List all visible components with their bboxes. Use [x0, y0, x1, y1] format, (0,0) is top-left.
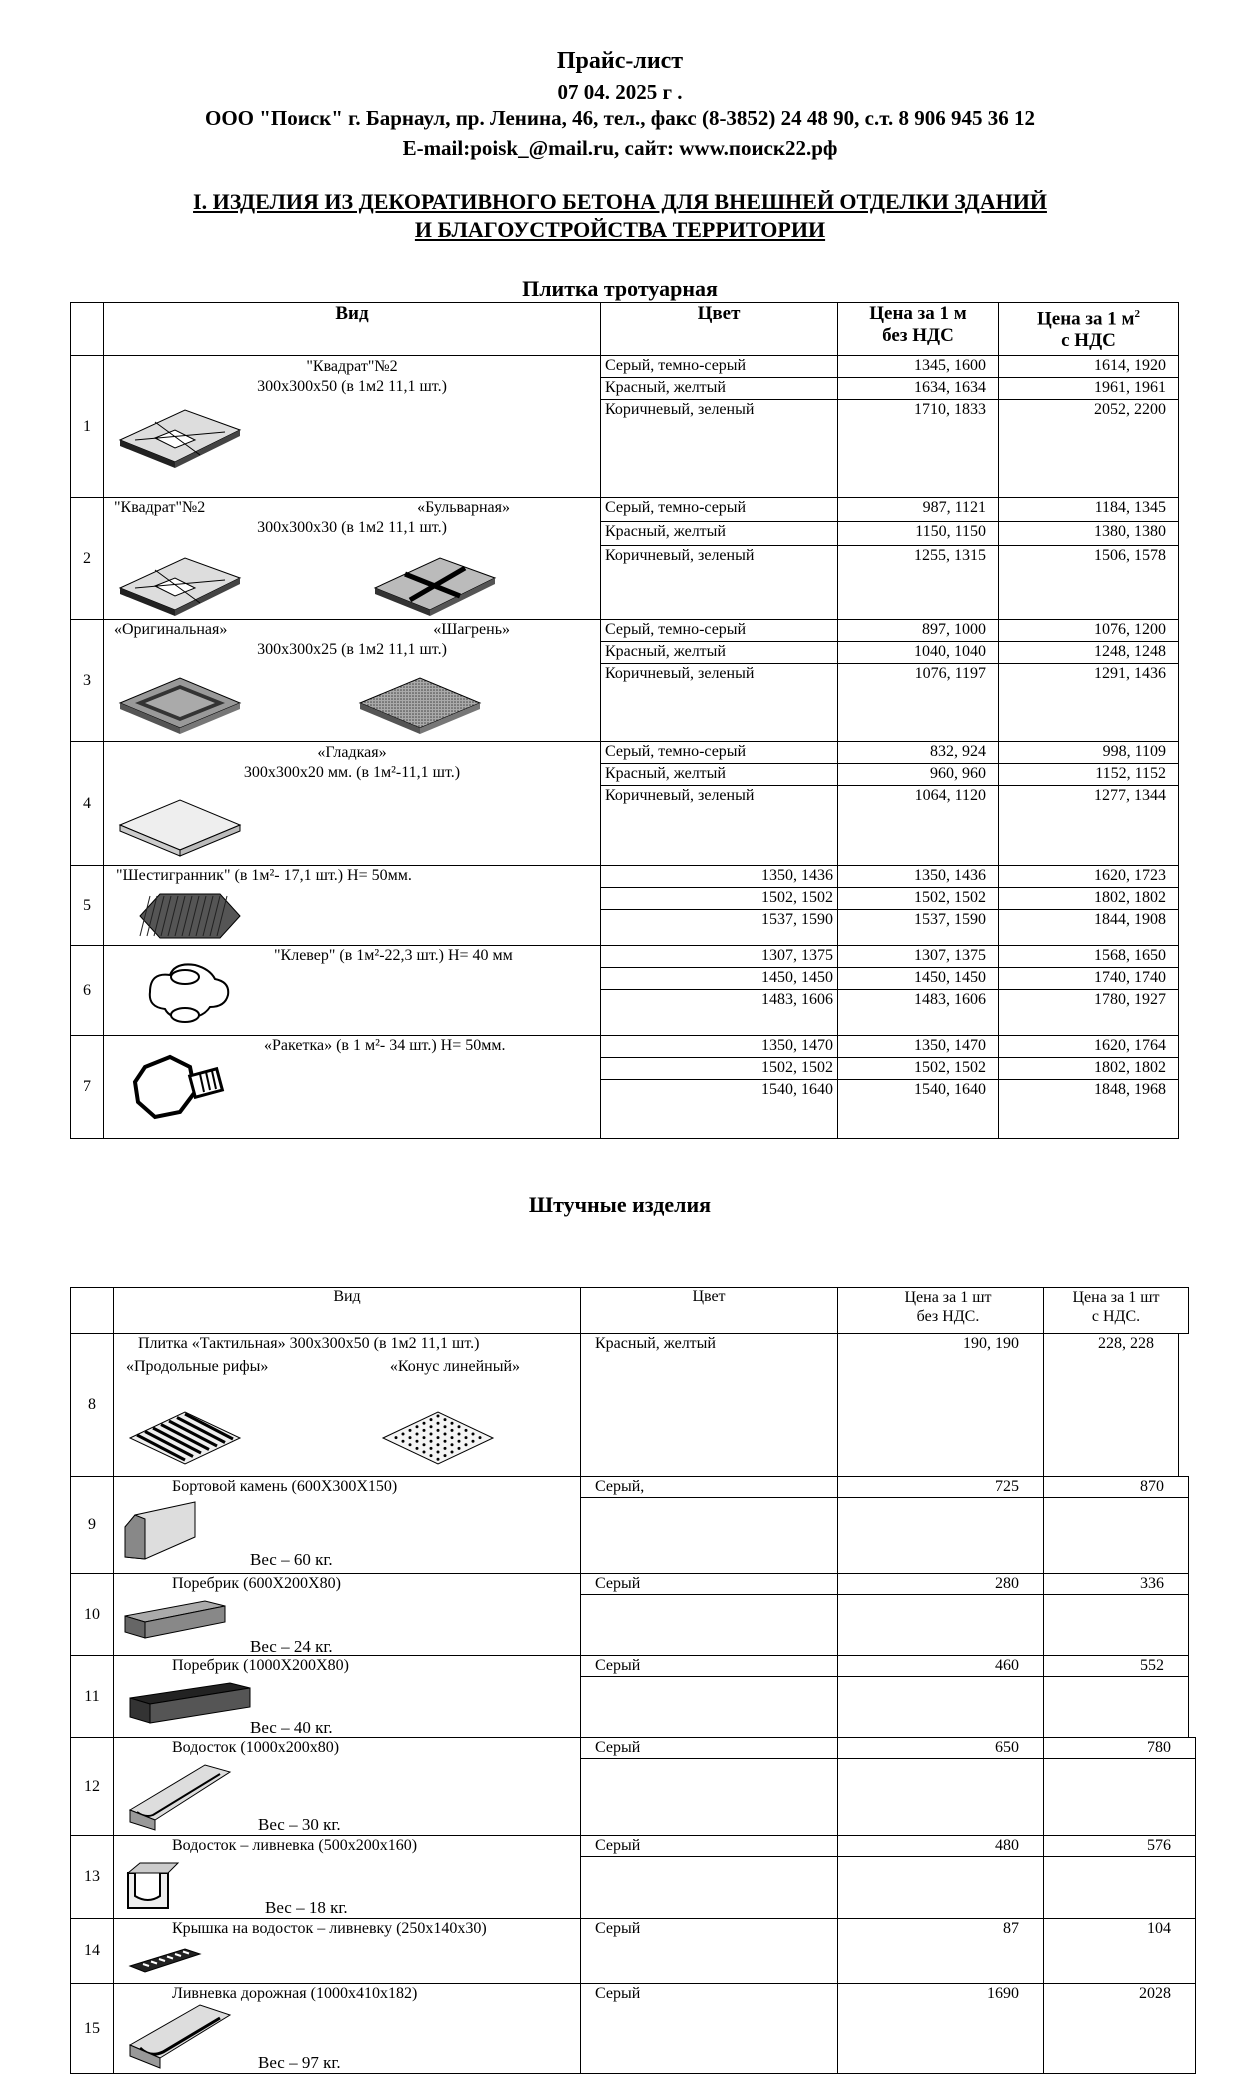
- header-kind: Вид: [104, 303, 601, 356]
- price-cell: 1350, 1436: [837, 865, 999, 888]
- product-picture: [125, 1400, 245, 1475]
- price-cell: 1710, 1833: [837, 399, 999, 498]
- price-cell: 650: [837, 1737, 1044, 1759]
- color-cell: 1450, 1450: [600, 967, 838, 990]
- price-cell: 460: [837, 1655, 1044, 1677]
- product-picture: [120, 1497, 200, 1572]
- price-vat-cell: 1620, 1723: [998, 865, 1179, 888]
- color-cell: Серый: [580, 1918, 838, 1984]
- price-cell: 1502, 1502: [837, 887, 999, 910]
- price-vat-cell: 1380, 1380: [998, 521, 1179, 546]
- price-cell: 1040, 1040: [837, 641, 999, 664]
- price-cell: 1064, 1120: [837, 785, 999, 866]
- tile-size: 300х300х25 (в 1м2 11,1 шт.): [257, 641, 447, 658]
- color-cell: Коричневый, зеленый: [600, 663, 838, 742]
- piece-goods-title: Штучные изделия: [528, 1192, 712, 1217]
- tile-name: "Квадрат"№2: [114, 499, 206, 516]
- tile-name: «Ракетка» (в 1 м²- 34 шт.) Н= 50мм.: [264, 1037, 506, 1054]
- price-vat-cell: 552: [1043, 1655, 1189, 1677]
- tile-picture: [115, 548, 245, 623]
- row-number: 5: [83, 896, 91, 914]
- price-cell: 1540, 1640: [837, 1079, 999, 1139]
- color-cell: Серый: [580, 1983, 838, 2074]
- product-weight: Вес – 30 кг.: [258, 1815, 341, 1834]
- color-cell: Серый: [580, 1573, 838, 1595]
- price-vat-cell: 1961, 1961: [998, 377, 1179, 400]
- row-number: 6: [83, 981, 91, 999]
- color-cell: Серый, темно-серый: [600, 619, 838, 642]
- product-picture: [120, 1596, 230, 1646]
- color-cell: Коричневый, зеленый: [600, 399, 838, 498]
- price-cell: 1690: [837, 1983, 1044, 2074]
- tile-name-alt: «Бульварная»: [417, 499, 510, 516]
- color-cell: 1350, 1436: [600, 865, 838, 888]
- color-cell: Коричневый, зеленый: [600, 785, 838, 866]
- variant-name: «Продольные рифы»: [126, 1358, 269, 1375]
- price-cell: 832, 924: [837, 741, 999, 764]
- product-name: Крышка на водосток – ливневку (250х140х30): [172, 1920, 487, 1937]
- price-cell: 480: [837, 1835, 1044, 1857]
- price-cell: 960, 960: [837, 763, 999, 786]
- product-weight: Вес – 60 кг.: [250, 1550, 333, 1569]
- price-cell: 1076, 1197: [837, 663, 999, 742]
- price-vat-cell: 1291, 1436: [998, 663, 1179, 742]
- row-number: 2: [83, 549, 91, 567]
- row-number: 4: [83, 794, 91, 812]
- price-cell: 1307, 1375: [837, 945, 999, 968]
- company-info: ООО "Поиск" г. Барнаул, пр. Ленина, 46, тел., факс (8-3852) 24 48 90, с.т. 8 906 945 36 12: [205, 106, 1035, 130]
- color-cell: 1350, 1470: [600, 1035, 838, 1058]
- header-color: Цвет: [601, 303, 838, 356]
- row-number: 1: [83, 417, 91, 435]
- color-cell: Красный, желтый: [600, 521, 838, 546]
- header-price-vat: Цена за 1 шт с НДС.: [1043, 1287, 1189, 1334]
- color-cell: Серый: [580, 1835, 838, 1857]
- product-weight: Вес – 24 кг.: [250, 1637, 333, 1656]
- color-cell: Красный, желтый: [600, 377, 838, 400]
- header-number: [70, 1287, 114, 1334]
- header-price-vat: Цена за 1 $м^2$ с НДС: [999, 303, 1179, 356]
- tile-picture: [135, 888, 245, 948]
- price-vat-cell: 1277, 1344: [998, 785, 1179, 866]
- color-cell: Серый,: [580, 1476, 838, 1498]
- price-cell: 1150, 1150: [837, 521, 999, 546]
- price-vat-cell: 1184, 1345: [998, 497, 1179, 522]
- section-title-line2: И БЛАГОУСТРОЙСТВА ТЕРРИТОРИИ: [414, 217, 826, 242]
- header-price: Цена за 1 шт без НДС.: [837, 1287, 1044, 1334]
- price-vat-cell: 780: [1043, 1737, 1196, 1759]
- product-picture: [125, 2000, 235, 2075]
- color-cell: Коричневый, зеленый: [600, 545, 838, 620]
- paving-tiles-table: [70, 302, 1179, 356]
- price-cell: 87: [837, 1918, 1044, 1984]
- price-vat-cell: 2052, 2200: [998, 399, 1179, 498]
- tile-size: 300х300х20 мм. (в 1м²-11,1 шт.): [243, 764, 461, 781]
- tile-name: "Клевер" (в 1м²-22,3 шт.) Н= 40 мм: [274, 947, 513, 964]
- price-cell: 897, 1000: [837, 619, 999, 642]
- product-picture: [125, 1678, 255, 1733]
- color-cell: 1483, 1606: [600, 989, 838, 1036]
- price-vat-cell: 2028: [1043, 1983, 1196, 2074]
- color-cell: Серый, темно-серый: [600, 497, 838, 522]
- price-vat-cell: 1848, 1968: [998, 1079, 1179, 1139]
- price-cell: 1537, 1590: [837, 909, 999, 946]
- price-vat-cell: 998, 1109: [998, 741, 1179, 764]
- product-picture: [125, 1760, 235, 1840]
- row-number: 11: [84, 1687, 100, 1705]
- tile-name: «Гладкая»: [317, 744, 387, 761]
- price-vat-cell: 1620, 1764: [998, 1035, 1179, 1058]
- color-cell: Красный, желтый: [600, 641, 838, 664]
- color-cell: Серый: [580, 1655, 838, 1677]
- product-name: Поребрик (1000Х200Х80): [172, 1657, 349, 1674]
- color-cell: Красный, желтый: [600, 763, 838, 786]
- price-cell: 725: [837, 1476, 1044, 1498]
- product-name: Бортовой камень (600Х300Х150): [172, 1478, 398, 1495]
- row-number: 13: [84, 1868, 100, 1885]
- product-picture: [125, 1944, 205, 1979]
- header-color: Цвет: [580, 1287, 838, 1334]
- tile-picture: [355, 668, 485, 743]
- row-number: 7: [83, 1078, 91, 1095]
- product-picture: [378, 1400, 498, 1475]
- tile-name-alt: «Шагрень»: [433, 621, 510, 638]
- row-number: 9: [88, 1516, 96, 1533]
- product-weight: Вес – 97 кг.: [258, 2053, 341, 2072]
- header-kind: Вид: [113, 1287, 581, 1334]
- row-number: 8: [88, 1396, 96, 1413]
- tile-name: "Квадрат"№2: [306, 358, 398, 375]
- section-title-line1: I. ИЗДЕЛИЯ ИЗ ДЕКОРАТИВНОГО БЕТОНА ДЛЯ ВНЕШНЕЙ ОТДЕЛКИ ЗДАНИЙ: [193, 189, 1047, 214]
- tile-picture: [130, 1052, 240, 1137]
- tile-picture: [130, 957, 240, 1032]
- row-number: 10: [84, 1605, 100, 1623]
- price-cell: 1255, 1315: [837, 545, 999, 620]
- page-title: Прайс-лист: [556, 48, 684, 74]
- color-cell: 1502, 1502: [600, 887, 838, 910]
- row-number: 3: [83, 671, 91, 689]
- product-name: Водосток (1000х200х80): [172, 1739, 340, 1756]
- price-vat-cell: 870: [1043, 1476, 1189, 1498]
- price-date: 07 04. 2025 г .: [557, 80, 683, 104]
- price-vat-cell: 1802, 1802: [998, 887, 1179, 910]
- tile-picture: [115, 790, 245, 865]
- price-cell: 1345, 1600: [837, 355, 999, 378]
- tile-size: 300х300х30 (в 1м2 11,1 шт.): [257, 519, 447, 536]
- variant-name-alt: «Конус линейный»: [389, 1358, 520, 1375]
- product-name: Поребрик (600Х200Х80): [172, 1575, 341, 1592]
- price-cell: 1634, 1634: [837, 377, 999, 400]
- price-cell: 280: [837, 1573, 1044, 1595]
- price-cell: 1450, 1450: [837, 967, 999, 990]
- price-cell: 987, 1121: [837, 497, 999, 522]
- price-vat-cell: 1152, 1152: [998, 763, 1179, 786]
- price-cell: 1350, 1470: [837, 1035, 999, 1058]
- price-cell: 1502, 1502: [837, 1057, 999, 1080]
- color-cell: Серый: [580, 1737, 838, 1759]
- tile-picture: [115, 668, 245, 743]
- price-vat-cell: 1740, 1740: [998, 967, 1179, 990]
- price-vat-cell: 1802, 1802: [998, 1057, 1179, 1080]
- color-cell: Красный, желтый: [580, 1333, 838, 1477]
- tile-picture: [370, 548, 500, 623]
- price-vat-cell: 1844, 1908: [998, 909, 1179, 946]
- color-cell: Серый, темно-серый: [600, 355, 838, 378]
- price-vat-cell: 1568, 1650: [998, 945, 1179, 968]
- price-vat-cell: 1614, 1920: [998, 355, 1179, 378]
- tile-name: "Шестигранник" (в 1м²- 17,1 шт.) Н= 50мм.: [116, 867, 412, 884]
- tile-picture: [115, 400, 245, 475]
- tile-size: 300х300х50 (в 1м2 11,1 шт.): [257, 378, 447, 395]
- price-vat-cell: 1076, 1200: [998, 619, 1179, 642]
- contact-info: E-mail:poisk_@mail.ru, сайт: www.поиск22.рф: [402, 136, 838, 160]
- tile-name: «Оригинальная»: [114, 621, 228, 638]
- table-header-row: [71, 303, 1179, 356]
- color-cell: 1307, 1375: [600, 945, 838, 968]
- price-vat-cell: 1506, 1578: [998, 545, 1179, 620]
- row-number: 14: [84, 1942, 100, 1959]
- header-number: [71, 303, 104, 356]
- color-cell: 1540, 1640: [600, 1079, 838, 1139]
- price-vat-cell: 1780, 1927: [998, 989, 1179, 1036]
- price-vat-cell: 228, 228: [1043, 1333, 1179, 1477]
- row-number: 12: [84, 1777, 100, 1795]
- color-cell: 1537, 1590: [600, 909, 838, 946]
- product-name: Водосток – ливневка (500х200х160): [172, 1837, 418, 1854]
- price-cell: 1483, 1606: [837, 989, 999, 1036]
- price-vat-cell: 104: [1043, 1918, 1196, 1984]
- color-cell: 1502, 1502: [600, 1057, 838, 1080]
- price-cell: 190, 190: [837, 1333, 1044, 1477]
- product-weight: Вес – 18 кг.: [265, 1898, 348, 1917]
- product-name: Ливневка дорожная (1000х410х182): [172, 1985, 418, 2002]
- price-vat-cell: 1248, 1248: [998, 641, 1179, 664]
- row-number: 15: [84, 2019, 100, 2037]
- product-name: Плитка «Тактильная» 300х300х50 (в 1м2 11,1 шт.): [138, 1335, 480, 1352]
- header-price: Цена за 1 м без НДС: [838, 303, 999, 356]
- paving-table-title: Плитка тротуарная: [522, 276, 718, 301]
- color-cell: Серый, темно-серый: [600, 741, 838, 764]
- price-vat-cell: 336: [1043, 1573, 1189, 1595]
- product-picture: [120, 1858, 180, 1918]
- price-vat-cell: 576: [1043, 1835, 1196, 1857]
- product-weight: Вес – 40 кг.: [250, 1718, 333, 1737]
